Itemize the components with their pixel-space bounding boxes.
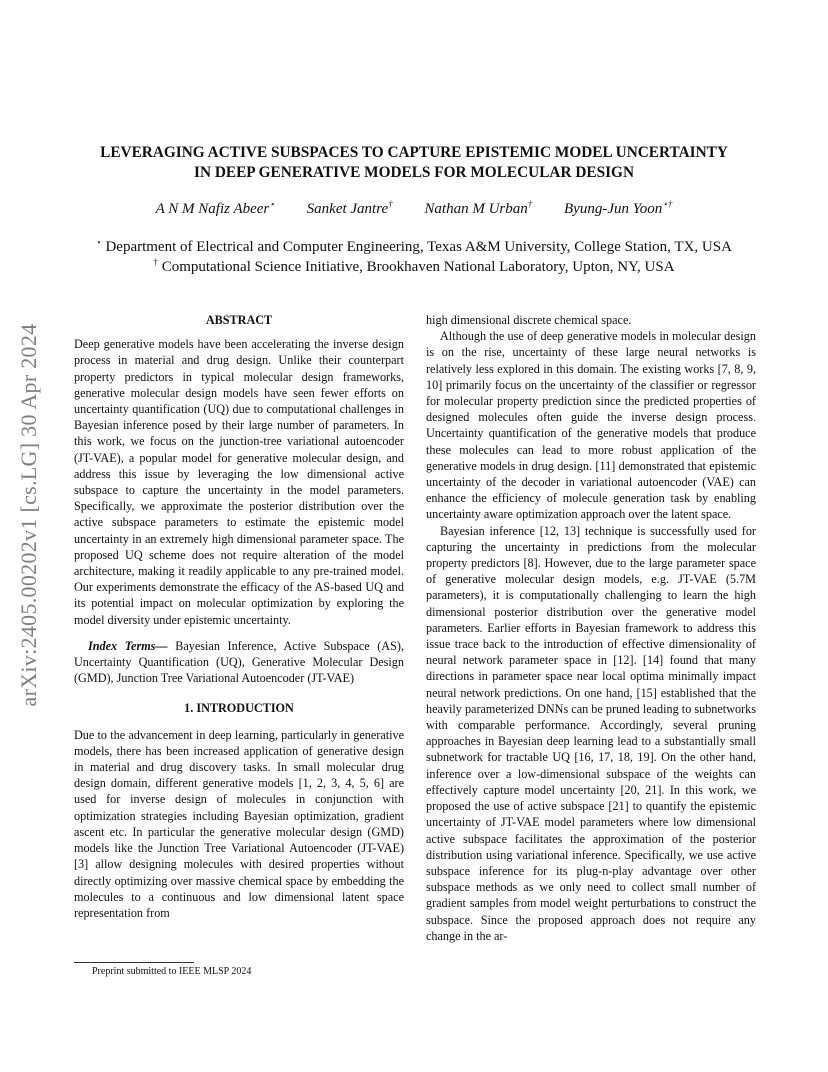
body-paragraph: Bayesian inference [12, 13] technique is successfully used for capturing the uncertainty in predictions from the molecular property predictors [8]. However, due to the large parameter space of generative molecular design models, e.g. JT-VAE (5.7M parameters), it is computationally challenging to learn the high dimensional posterior distribution over the generative model parameters. Earlier efforts in Bayesian framework to address this issue trace back to the introduction of effective dimensionality of neural network parameter space in [12]. [14] found that many directions in parameter space near local optima minimally impact neural network predictions. On one hand, [15] established that the heavily parameterized DNNs can be pruned leading to subnetworks with comparable performance. Accordingly, several pruning approaches in Bayesian deep learning lead to a substantially small subnetwork for tractable UQ [16, 17, 18, 19]. On the other hand, inference over a low-dimensional subspace of the weights can effectively capture model uncertainty [20, 21]. In this work, we proposed the use of active subspace [21] to quantify the epistemic uncertainty of JT-VAE model parameters where low dimensional active subspace facilitates the approximation of the posterior distribution using variational inference. Specifically, we use active subspace inference for its plug-n-play advantage over other subspace methods as we only need to collect small number of gradient samples from model weight perturbations to construct the subspace. Since the proposed approach does not require any change in the ar-	[426, 523, 756, 943]
affiliations	[70, 237, 758, 277]
affiliation	[70, 237, 758, 257]
author-name: Nathan M Urban	[424, 201, 528, 217]
author-name: A N M Nafiz Abeer	[155, 201, 270, 217]
author	[424, 201, 532, 217]
introduction-heading: 1. INTRODUCTION	[184, 701, 294, 716]
index-terms	[74, 638, 404, 687]
affiliation-mark: †	[153, 257, 158, 267]
author-mark: †	[388, 199, 393, 209]
author	[307, 201, 393, 217]
arxiv-identifier	[12, 290, 46, 740]
affiliation-mark: ⋆	[96, 237, 102, 247]
author-list	[70, 201, 758, 218]
left-column	[74, 312, 404, 921]
abstract-heading: ABSTRACT	[205, 313, 273, 327]
author	[156, 201, 275, 217]
introduction-paragraph: Due to the advancement in deep learning, particularly in generative models, there has been increased application of generative design in material and drug discovery tasks. In small molecular drug design domain, different generative models [1, 2, 3, 4, 5, 6] are used for inverse design of molecules in conjunction with optimization strategies including Bayesian optimization, gradient ascent etc. In particular the generative molecular design (GMD) models like the Junction Tree Variational Autoencoder (JT-VAE) [3] allow designing molecules with desired properties without directly optimizing over massive chemical space by embedding the molecules to a continuous and low dimensional latent space representation from	[74, 727, 404, 920]
footnote: Preprint submitted to IEEE MLSP 2024	[92, 966, 252, 977]
continued-paragraph: high dimensional discrete chemical space.	[426, 313, 632, 327]
author-mark: ⋆†	[662, 199, 673, 209]
arxiv-identifier-text: arXiv:2405.00202v1 [cs.LG] 30 Apr 2024	[16, 323, 41, 707]
affiliation	[70, 257, 758, 277]
author-name: Sanket Jantre	[306, 201, 389, 217]
author	[564, 201, 672, 217]
author-mark: ⋆	[269, 199, 275, 209]
body-paragraph: Although the use of deep generative models in molecular design is on the rise, uncertainty of these large neural networks is relatively less explored in this domain. The existing works [7, 8, 9, 10] primarily focus on the uncertainty of the classifier or regressor for molecular property prediction since the predicted properties of designed molecules often guide the inverse design process. Uncertainty quantification of the generative models that produce these molecules can lead to more robust application of the generative models in drug design. [11] demonstrated that epistemic uncertainty of the decoder in variational autoencoder (VAE) can enhance the efficiency of molecule generation task by enabling uncertainty aware optimization approach over the latent space.	[426, 329, 756, 522]
title-line: IN DEEP GENERATIVE MODELS FOR MOLECULAR DESIGN	[194, 164, 634, 181]
author-name: Byung-Jun Yoon	[564, 201, 663, 217]
footnote-divider	[74, 962, 194, 963]
title-line: LEVERAGING ACTIVE SUBSPACES TO CAPTURE EPISTEMIC MODEL UNCERTAINTY	[100, 144, 728, 161]
index-terms-label: Index Terms—	[88, 638, 168, 653]
affiliation-text: Department of Electrical and Computer Engineering, Texas A&M University, College Station, TX, USA	[105, 239, 732, 255]
paper-title	[70, 143, 758, 183]
right-column	[426, 312, 756, 944]
index-terms-text: Bayesian Inference, Active Subspace (AS), Uncertainty Quantification (UQ), Generative Molecular Design (GMD), Junction Tree Variational Autoencoder (JT-VAE)	[74, 638, 404, 686]
affiliation-text: Computational Science Initiative, Brookhaven National Laboratory, Upton, NY, USA	[161, 259, 675, 275]
author-mark: †	[527, 199, 533, 209]
abstract-body: Deep generative models have been accelerating the inverse design process in material and drug design. Unlike their counterpart property predictors in typical molecular design frameworks, generative molecular design models have seen fewer efforts on uncertainty quantification (UQ) due to computational challenges in Bayesian inference posed by their large number of parameters. In this work, we focus on the junction-tree variational autoencoder (JT-VAE), a popular model for generative molecular design, and address this issue by leveraging the low dimensional active subspace to capture the uncertainty in the model parameters. Specifically, we approximate the posterior distribution over the active subspace parameters to estimate the epistemic model uncertainty in an extremely high dimensional parameter space. The proposed UQ scheme does not require alteration of the model architecture, making it readily applicable to any pre-trained model. Our experiments demonstrate the efficacy of the AS-based UQ and its potential impact on molecular optimization by exploring the model diversity under epistemic uncertainty.	[74, 337, 404, 627]
